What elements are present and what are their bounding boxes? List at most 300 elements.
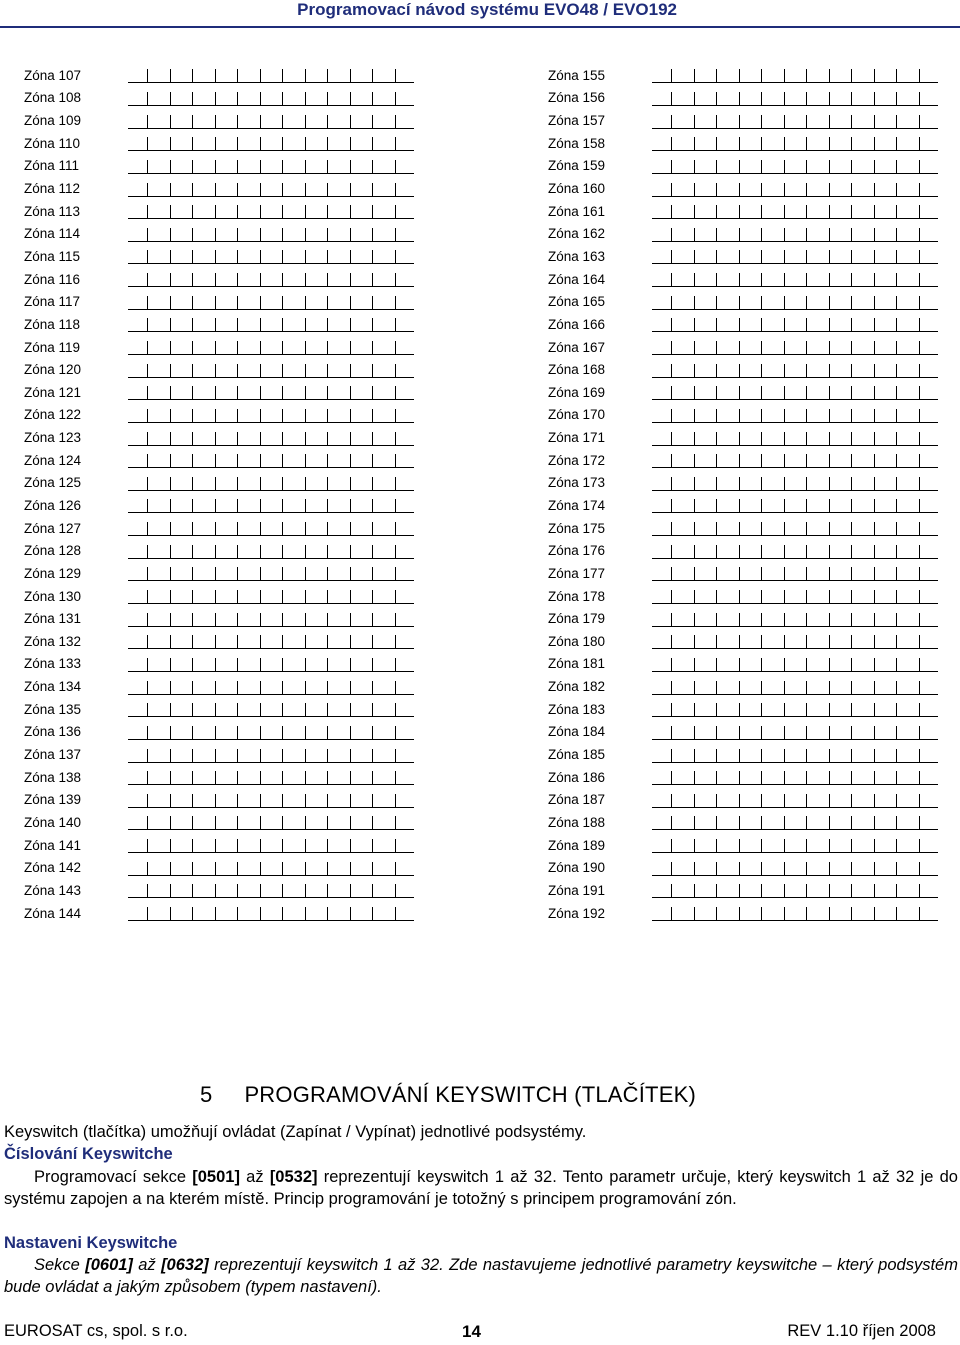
entry-slot[interactable] xyxy=(807,545,830,559)
entry-slot[interactable] xyxy=(695,341,718,355)
entry-slot[interactable] xyxy=(740,296,763,310)
entry-slot[interactable] xyxy=(717,250,740,264)
entry-slot[interactable] xyxy=(351,296,374,310)
entry-slot[interactable] xyxy=(740,771,763,785)
entry-slot[interactable] xyxy=(785,567,808,581)
entry-slot[interactable] xyxy=(897,590,920,604)
entry-slot[interactable] xyxy=(672,749,695,763)
entry-slot[interactable] xyxy=(351,341,374,355)
entry-slot[interactable] xyxy=(373,499,396,513)
entry-slot[interactable] xyxy=(306,183,329,197)
entry-slot[interactable] xyxy=(807,907,830,921)
entry-slot[interactable] xyxy=(897,69,920,83)
entry-slot[interactable] xyxy=(875,658,898,672)
entry-slot[interactable] xyxy=(216,726,239,740)
entry-slot[interactable] xyxy=(193,250,216,264)
entry-slot[interactable] xyxy=(695,409,718,423)
entry-slot[interactable] xyxy=(261,567,284,581)
entry-slot[interactable] xyxy=(830,160,853,174)
entry-slot[interactable] xyxy=(306,907,329,921)
entry-slot[interactable] xyxy=(785,862,808,876)
entry-slot[interactable] xyxy=(717,432,740,446)
entry-slot[interactable] xyxy=(193,454,216,468)
entry-slot[interactable] xyxy=(830,771,853,785)
entry-slot[interactable] xyxy=(328,749,351,763)
entry-slot[interactable] xyxy=(762,341,785,355)
entry-slot[interactable] xyxy=(128,545,148,559)
entry-slot[interactable] xyxy=(897,635,920,649)
entry-slot[interactable] xyxy=(373,816,396,830)
entry-slot[interactable] xyxy=(852,160,875,174)
zone-entry-slots[interactable] xyxy=(652,113,938,129)
entry-slot[interactable] xyxy=(785,477,808,491)
entry-slot[interactable] xyxy=(852,137,875,151)
entry-slot[interactable] xyxy=(171,545,194,559)
entry-slot[interactable] xyxy=(216,749,239,763)
entry-slot[interactable] xyxy=(920,432,938,446)
zone-entry-slots[interactable] xyxy=(652,158,938,174)
entry-slot[interactable] xyxy=(807,432,830,446)
entry-slot[interactable] xyxy=(216,771,239,785)
entry-slot[interactable] xyxy=(652,183,672,197)
entry-slot[interactable] xyxy=(128,567,148,581)
entry-slot[interactable] xyxy=(695,477,718,491)
entry-slot[interactable] xyxy=(740,907,763,921)
entry-slot[interactable] xyxy=(695,545,718,559)
entry-slot[interactable] xyxy=(396,137,414,151)
entry-slot[interactable] xyxy=(672,341,695,355)
entry-slot[interactable] xyxy=(717,545,740,559)
entry-slot[interactable] xyxy=(672,907,695,921)
entry-slot[interactable] xyxy=(717,771,740,785)
entry-slot[interactable] xyxy=(171,318,194,332)
entry-slot[interactable] xyxy=(920,816,938,830)
entry-slot[interactable] xyxy=(807,409,830,423)
entry-slot[interactable] xyxy=(216,703,239,717)
entry-slot[interactable] xyxy=(283,794,306,808)
entry-slot[interactable] xyxy=(396,884,414,898)
entry-slot[interactable] xyxy=(897,409,920,423)
entry-slot[interactable] xyxy=(396,296,414,310)
entry-slot[interactable] xyxy=(216,681,239,695)
entry-slot[interactable] xyxy=(807,522,830,536)
zone-entry-slots[interactable] xyxy=(128,520,414,536)
entry-slot[interactable] xyxy=(897,92,920,106)
entry-slot[interactable] xyxy=(328,726,351,740)
entry-slot[interactable] xyxy=(762,296,785,310)
entry-slot[interactable] xyxy=(128,590,148,604)
entry-slot[interactable] xyxy=(373,771,396,785)
entry-slot[interactable] xyxy=(875,884,898,898)
entry-slot[interactable] xyxy=(328,386,351,400)
entry-slot[interactable] xyxy=(238,794,261,808)
entry-slot[interactable] xyxy=(238,364,261,378)
entry-slot[interactable] xyxy=(830,635,853,649)
entry-slot[interactable] xyxy=(695,273,718,287)
entry-slot[interactable] xyxy=(396,341,414,355)
entry-slot[interactable] xyxy=(695,250,718,264)
entry-slot[interactable] xyxy=(740,183,763,197)
entry-slot[interactable] xyxy=(807,386,830,400)
entry-slot[interactable] xyxy=(351,545,374,559)
entry-slot[interactable] xyxy=(396,318,414,332)
zone-entry-slots[interactable] xyxy=(652,90,938,106)
entry-slot[interactable] xyxy=(328,567,351,581)
entry-slot[interactable] xyxy=(128,703,148,717)
entry-slot[interactable] xyxy=(238,205,261,219)
entry-slot[interactable] xyxy=(128,296,148,310)
entry-slot[interactable] xyxy=(897,341,920,355)
entry-slot[interactable] xyxy=(171,794,194,808)
entry-slot[interactable] xyxy=(830,703,853,717)
entry-slot[interactable] xyxy=(717,884,740,898)
entry-slot[interactable] xyxy=(875,613,898,627)
entry-slot[interactable] xyxy=(328,839,351,853)
entry-slot[interactable] xyxy=(261,477,284,491)
zone-entry-slots[interactable] xyxy=(128,792,414,808)
zone-entry-slots[interactable] xyxy=(128,837,414,853)
entry-slot[interactable] xyxy=(695,318,718,332)
entry-slot[interactable] xyxy=(171,499,194,513)
entry-slot[interactable] xyxy=(171,635,194,649)
entry-slot[interactable] xyxy=(785,794,808,808)
entry-slot[interactable] xyxy=(762,816,785,830)
entry-slot[interactable] xyxy=(920,726,938,740)
entry-slot[interactable] xyxy=(148,137,171,151)
entry-slot[interactable] xyxy=(807,567,830,581)
entry-slot[interactable] xyxy=(171,364,194,378)
entry-slot[interactable] xyxy=(306,545,329,559)
entry-slot[interactable] xyxy=(875,590,898,604)
entry-slot[interactable] xyxy=(785,703,808,717)
entry-slot[interactable] xyxy=(785,839,808,853)
entry-slot[interactable] xyxy=(762,545,785,559)
entry-slot[interactable] xyxy=(373,681,396,695)
entry-slot[interactable] xyxy=(238,635,261,649)
entry-slot[interactable] xyxy=(652,250,672,264)
entry-slot[interactable] xyxy=(762,884,785,898)
entry-slot[interactable] xyxy=(740,862,763,876)
entry-slot[interactable] xyxy=(830,386,853,400)
entry-slot[interactable] xyxy=(148,794,171,808)
entry-slot[interactable] xyxy=(396,477,414,491)
entry-slot[interactable] xyxy=(283,726,306,740)
entry-slot[interactable] xyxy=(328,205,351,219)
entry-slot[interactable] xyxy=(128,794,148,808)
zone-entry-slots[interactable] xyxy=(128,203,414,219)
entry-slot[interactable] xyxy=(148,499,171,513)
entry-slot[interactable] xyxy=(897,499,920,513)
entry-slot[interactable] xyxy=(351,726,374,740)
entry-slot[interactable] xyxy=(830,250,853,264)
entry-slot[interactable] xyxy=(306,454,329,468)
entry-slot[interactable] xyxy=(396,907,414,921)
entry-slot[interactable] xyxy=(785,771,808,785)
entry-slot[interactable] xyxy=(148,907,171,921)
entry-slot[interactable] xyxy=(652,862,672,876)
entry-slot[interactable] xyxy=(875,364,898,378)
entry-slot[interactable] xyxy=(193,205,216,219)
entry-slot[interactable] xyxy=(740,545,763,559)
entry-slot[interactable] xyxy=(717,318,740,332)
entry-slot[interactable] xyxy=(852,454,875,468)
entry-slot[interactable] xyxy=(830,409,853,423)
entry-slot[interactable] xyxy=(830,658,853,672)
entry-slot[interactable] xyxy=(695,771,718,785)
entry-slot[interactable] xyxy=(875,499,898,513)
entry-slot[interactable] xyxy=(717,635,740,649)
entry-slot[interactable] xyxy=(193,137,216,151)
entry-slot[interactable] xyxy=(306,137,329,151)
entry-slot[interactable] xyxy=(238,409,261,423)
entry-slot[interactable] xyxy=(672,635,695,649)
zone-entry-slots[interactable] xyxy=(652,384,938,400)
entry-slot[interactable] xyxy=(897,273,920,287)
entry-slot[interactable] xyxy=(762,454,785,468)
entry-slot[interactable] xyxy=(762,771,785,785)
entry-slot[interactable] xyxy=(373,703,396,717)
entry-slot[interactable] xyxy=(830,454,853,468)
entry-slot[interactable] xyxy=(238,92,261,106)
entry-slot[interactable] xyxy=(852,69,875,83)
entry-slot[interactable] xyxy=(672,703,695,717)
entry-slot[interactable] xyxy=(672,499,695,513)
entry-slot[interactable] xyxy=(351,862,374,876)
entry-slot[interactable] xyxy=(351,454,374,468)
entry-slot[interactable] xyxy=(717,69,740,83)
entry-slot[interactable] xyxy=(396,228,414,242)
entry-slot[interactable] xyxy=(193,228,216,242)
entry-slot[interactable] xyxy=(807,499,830,513)
entry-slot[interactable] xyxy=(652,386,672,400)
entry-slot[interactable] xyxy=(128,318,148,332)
entry-slot[interactable] xyxy=(717,816,740,830)
zone-entry-slots[interactable] xyxy=(652,452,938,468)
zone-entry-slots[interactable] xyxy=(652,271,938,287)
entry-slot[interactable] xyxy=(148,749,171,763)
entry-slot[interactable] xyxy=(672,69,695,83)
entry-slot[interactable] xyxy=(216,205,239,219)
entry-slot[interactable] xyxy=(875,567,898,581)
entry-slot[interactable] xyxy=(306,92,329,106)
entry-slot[interactable] xyxy=(695,432,718,446)
entry-slot[interactable] xyxy=(171,115,194,129)
entry-slot[interactable] xyxy=(652,477,672,491)
entry-slot[interactable] xyxy=(328,432,351,446)
entry-slot[interactable] xyxy=(193,386,216,400)
entry-slot[interactable] xyxy=(171,862,194,876)
entry-slot[interactable] xyxy=(261,749,284,763)
entry-slot[interactable] xyxy=(171,771,194,785)
entry-slot[interactable] xyxy=(852,816,875,830)
entry-slot[interactable] xyxy=(261,137,284,151)
entry-slot[interactable] xyxy=(852,681,875,695)
entry-slot[interactable] xyxy=(171,228,194,242)
entry-slot[interactable] xyxy=(762,250,785,264)
entry-slot[interactable] xyxy=(216,907,239,921)
entry-slot[interactable] xyxy=(216,183,239,197)
zone-entry-slots[interactable] xyxy=(652,520,938,536)
entry-slot[interactable] xyxy=(283,613,306,627)
zone-entry-slots[interactable] xyxy=(128,316,414,332)
entry-slot[interactable] xyxy=(373,635,396,649)
entry-slot[interactable] xyxy=(171,92,194,106)
entry-slot[interactable] xyxy=(351,522,374,536)
entry-slot[interactable] xyxy=(652,160,672,174)
entry-slot[interactable] xyxy=(283,635,306,649)
entry-slot[interactable] xyxy=(216,92,239,106)
entry-slot[interactable] xyxy=(128,839,148,853)
entry-slot[interactable] xyxy=(261,703,284,717)
entry-slot[interactable] xyxy=(193,613,216,627)
entry-slot[interactable] xyxy=(807,590,830,604)
entry-slot[interactable] xyxy=(148,816,171,830)
entry-slot[interactable] xyxy=(373,613,396,627)
entry-slot[interactable] xyxy=(920,703,938,717)
entry-slot[interactable] xyxy=(672,160,695,174)
entry-slot[interactable] xyxy=(238,386,261,400)
entry-slot[interactable] xyxy=(128,499,148,513)
entry-slot[interactable] xyxy=(283,522,306,536)
entry-slot[interactable] xyxy=(373,726,396,740)
entry-slot[interactable] xyxy=(785,409,808,423)
zone-entry-slots[interactable] xyxy=(652,294,938,310)
zone-entry-slots[interactable] xyxy=(652,362,938,378)
entry-slot[interactable] xyxy=(830,862,853,876)
entry-slot[interactable] xyxy=(762,590,785,604)
entry-slot[interactable] xyxy=(328,137,351,151)
entry-slot[interactable] xyxy=(785,228,808,242)
entry-slot[interactable] xyxy=(328,703,351,717)
entry-slot[interactable] xyxy=(306,69,329,83)
entry-slot[interactable] xyxy=(216,364,239,378)
entry-slot[interactable] xyxy=(128,681,148,695)
entry-slot[interactable] xyxy=(328,499,351,513)
entry-slot[interactable] xyxy=(171,816,194,830)
entry-slot[interactable] xyxy=(261,160,284,174)
zone-entry-slots[interactable] xyxy=(652,339,938,355)
entry-slot[interactable] xyxy=(920,205,938,219)
zone-entry-slots[interactable] xyxy=(652,837,938,853)
entry-slot[interactable] xyxy=(128,771,148,785)
entry-slot[interactable] xyxy=(171,726,194,740)
entry-slot[interactable] xyxy=(875,92,898,106)
entry-slot[interactable] xyxy=(171,160,194,174)
entry-slot[interactable] xyxy=(830,816,853,830)
entry-slot[interactable] xyxy=(652,454,672,468)
entry-slot[interactable] xyxy=(652,545,672,559)
entry-slot[interactable] xyxy=(830,567,853,581)
entry-slot[interactable] xyxy=(148,386,171,400)
entry-slot[interactable] xyxy=(238,137,261,151)
entry-slot[interactable] xyxy=(852,341,875,355)
zone-entry-slots[interactable] xyxy=(652,611,938,627)
entry-slot[interactable] xyxy=(717,228,740,242)
entry-slot[interactable] xyxy=(306,567,329,581)
entry-slot[interactable] xyxy=(171,69,194,83)
entry-slot[interactable] xyxy=(740,409,763,423)
entry-slot[interactable] xyxy=(216,386,239,400)
entry-slot[interactable] xyxy=(807,228,830,242)
entry-slot[interactable] xyxy=(785,635,808,649)
entry-slot[interactable] xyxy=(672,92,695,106)
entry-slot[interactable] xyxy=(652,907,672,921)
entry-slot[interactable] xyxy=(717,296,740,310)
entry-slot[interactable] xyxy=(306,386,329,400)
zone-entry-slots[interactable] xyxy=(652,882,938,898)
entry-slot[interactable] xyxy=(740,69,763,83)
entry-slot[interactable] xyxy=(193,296,216,310)
entry-slot[interactable] xyxy=(897,183,920,197)
entry-slot[interactable] xyxy=(238,884,261,898)
entry-slot[interactable] xyxy=(306,726,329,740)
entry-slot[interactable] xyxy=(193,499,216,513)
entry-slot[interactable] xyxy=(695,658,718,672)
entry-slot[interactable] xyxy=(216,839,239,853)
entry-slot[interactable] xyxy=(171,522,194,536)
entry-slot[interactable] xyxy=(396,364,414,378)
entry-slot[interactable] xyxy=(717,364,740,378)
entry-slot[interactable] xyxy=(852,250,875,264)
zone-entry-slots[interactable] xyxy=(128,543,414,559)
zone-entry-slots[interactable] xyxy=(652,226,938,242)
entry-slot[interactable] xyxy=(717,839,740,853)
entry-slot[interactable] xyxy=(148,69,171,83)
entry-slot[interactable] xyxy=(652,567,672,581)
entry-slot[interactable] xyxy=(373,296,396,310)
entry-slot[interactable] xyxy=(852,884,875,898)
entry-slot[interactable] xyxy=(261,183,284,197)
entry-slot[interactable] xyxy=(762,613,785,627)
entry-slot[interactable] xyxy=(830,794,853,808)
entry-slot[interactable] xyxy=(695,839,718,853)
entry-slot[interactable] xyxy=(920,386,938,400)
entry-slot[interactable] xyxy=(897,816,920,830)
entry-slot[interactable] xyxy=(852,749,875,763)
entry-slot[interactable] xyxy=(238,749,261,763)
entry-slot[interactable] xyxy=(740,703,763,717)
entry-slot[interactable] xyxy=(283,273,306,287)
entry-slot[interactable] xyxy=(672,590,695,604)
entry-slot[interactable] xyxy=(261,771,284,785)
zone-entry-slots[interactable] xyxy=(652,747,938,763)
entry-slot[interactable] xyxy=(328,862,351,876)
entry-slot[interactable] xyxy=(875,703,898,717)
entry-slot[interactable] xyxy=(128,364,148,378)
entry-slot[interactable] xyxy=(171,703,194,717)
zone-entry-slots[interactable] xyxy=(128,67,414,83)
entry-slot[interactable] xyxy=(261,432,284,446)
entry-slot[interactable] xyxy=(373,454,396,468)
entry-slot[interactable] xyxy=(148,364,171,378)
zone-entry-slots[interactable] xyxy=(128,339,414,355)
entry-slot[interactable] xyxy=(261,228,284,242)
entry-slot[interactable] xyxy=(852,205,875,219)
entry-slot[interactable] xyxy=(897,364,920,378)
entry-slot[interactable] xyxy=(762,115,785,129)
entry-slot[interactable] xyxy=(261,205,284,219)
zone-entry-slots[interactable] xyxy=(128,271,414,287)
entry-slot[interactable] xyxy=(261,409,284,423)
entry-slot[interactable] xyxy=(672,567,695,581)
entry-slot[interactable] xyxy=(193,658,216,672)
entry-slot[interactable] xyxy=(193,884,216,898)
entry-slot[interactable] xyxy=(740,816,763,830)
entry-slot[interactable] xyxy=(807,318,830,332)
entry-slot[interactable] xyxy=(148,454,171,468)
entry-slot[interactable] xyxy=(875,205,898,219)
zone-entry-slots[interactable] xyxy=(128,497,414,513)
